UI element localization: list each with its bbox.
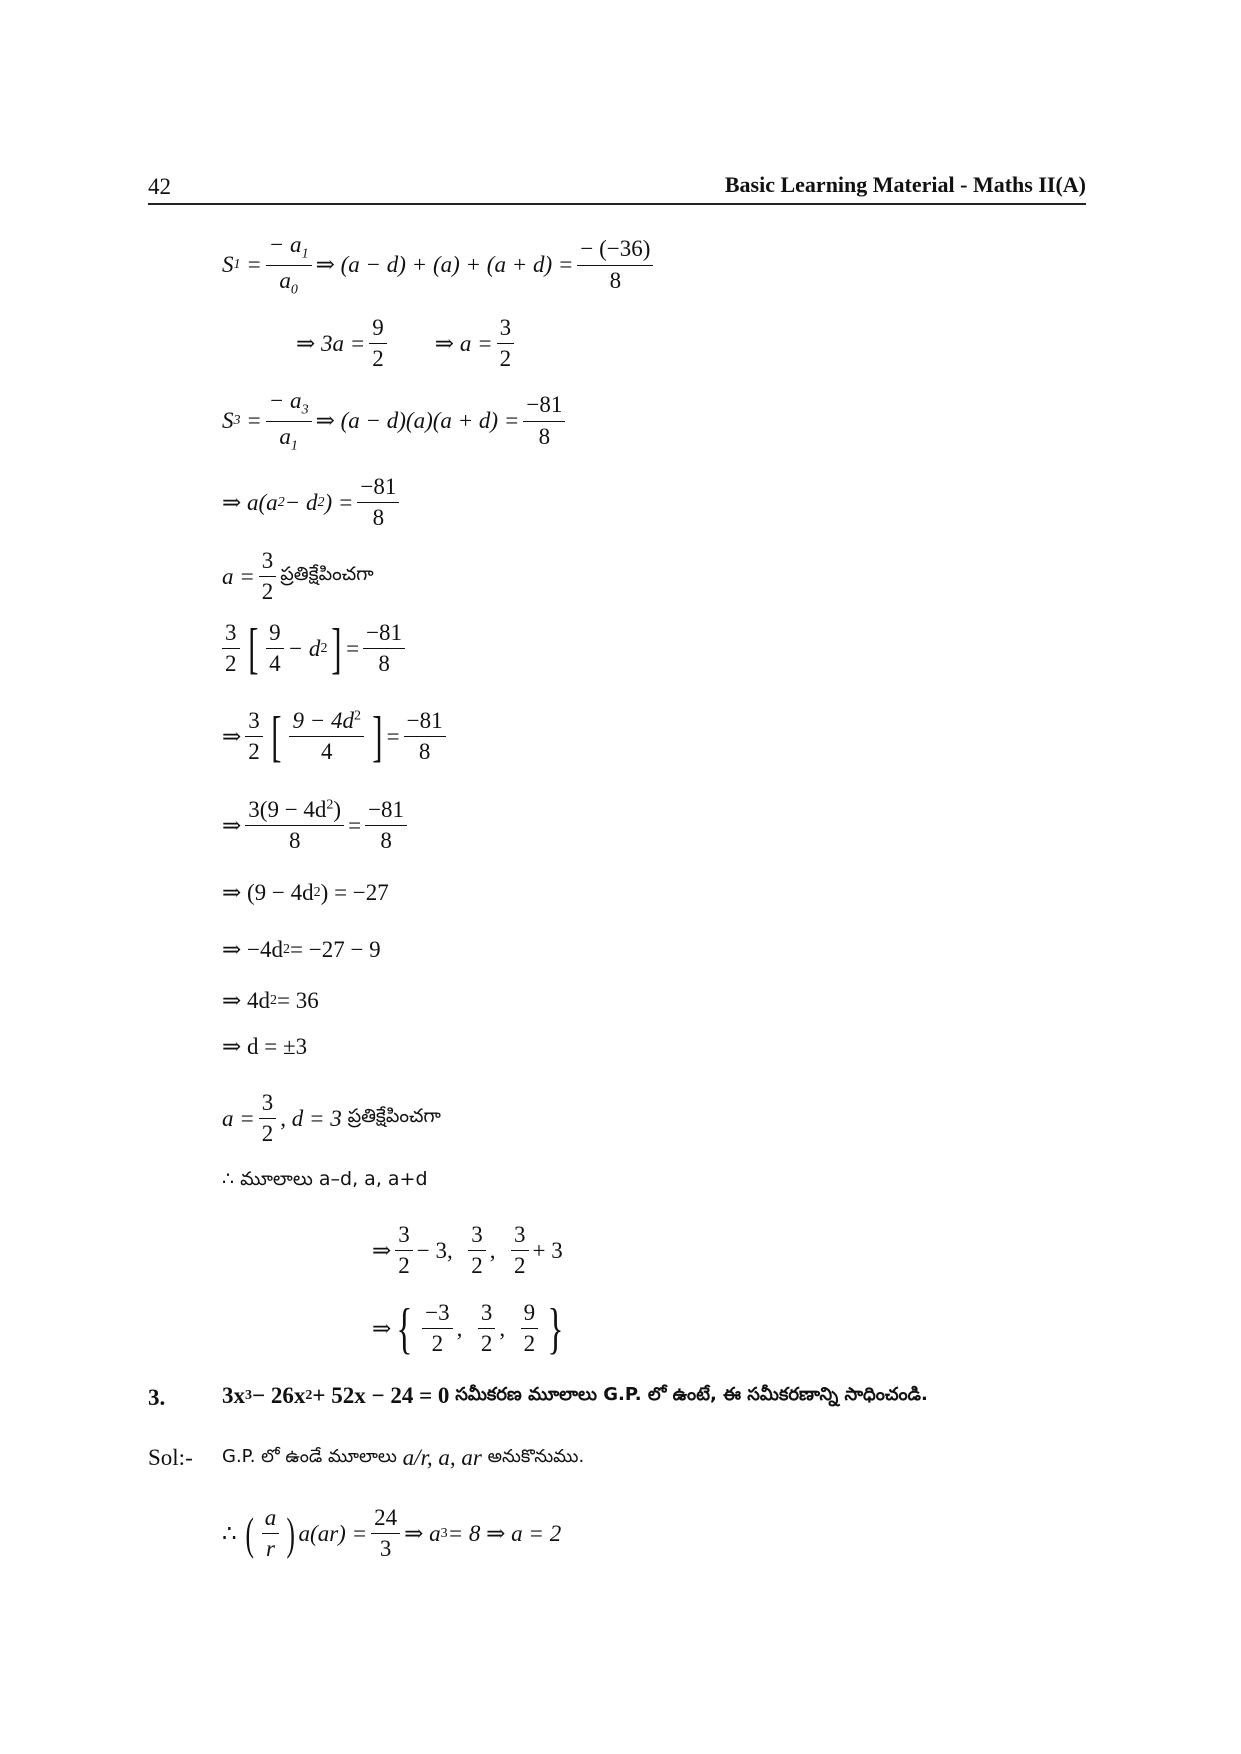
eq-minus-4d2: ⇒ −4d 2 = −27 − 9: [222, 937, 381, 962]
eq-fraction-3: ⇒ $\frac{3(9 - 4d^2)}{8}$ = $\frac{-81}{8}$: [222, 797, 411, 855]
eq-s1: S 1 = − $a_1$ $a_0$ ⇒ (a − d) + (a) + (a + d) = $\frac{- (-36)}{8}$: [222, 232, 657, 298]
eq-3a: ⇒ 3a = $\frac{9}{2}$ ⇒ a = $\frac{3}{2}$: [296, 315, 518, 373]
question-text: 3x 3 − 26x 2 + 52x − 24 = 0 సమీకరణ మూలాలు G.P. లో ఉంటే, ఈ సమీకరణాన్ని సాధించండి.: [222, 1383, 928, 1408]
solution-intro: G.P. లో ఉండే మూలాలు a/r, a, ar అనుకొనుము.: [222, 1445, 585, 1470]
eq-substitute-a: a = $\frac{3}{2}$ ప్రతిక్షేపించగా: [222, 548, 374, 605]
eq-s3: S 3 = − $a_3$ $a_1$ ⇒ (a − d)(a)(a + d) = $\frac{-81}{8}$: [222, 388, 569, 454]
eq-4d2-36: ⇒ 4d 2 = 36: [222, 988, 319, 1013]
header-rule: [148, 203, 1086, 205]
eq-a-a2-d2: ⇒ a(a 2 − d 2 ) = $\frac{-81}{8}$: [222, 474, 403, 532]
page-number: 42: [148, 174, 171, 199]
eq-bracket-1: 3 2 [ 9 4 − d 2 ] = $\frac{-81}{8}$: [222, 620, 409, 678]
solution-product: ∴ ( a r ) a(ar) = $\frac{24}{3}$ ⇒ a 3 = 8 ⇒ a = 2: [222, 1505, 562, 1562]
eq-roots-expanded: ⇒ 3 2 − 3, 3 2 , 3 2 + 3: [372, 1222, 563, 1279]
question-number: 3.: [148, 1385, 166, 1410]
eq-bracket-2: ⇒ 3 2 [ $9 - 4d^2$ 4 ] = $\frac{-81}{8}$: [222, 708, 450, 766]
eq-d-pm3: ⇒ d = ±3: [222, 1034, 308, 1059]
solution-label: Sol:-: [148, 1445, 193, 1470]
eq-minus-27: ⇒ (9 − 4d 2 ) = −27: [222, 880, 389, 905]
header-title: Basic Learning Material - Maths II(A): [724, 172, 1086, 197]
eq-substitute-a-d: a = $\frac{3}{2}$ , d = 3 ప్రతిక్షేపించగా: [222, 1090, 441, 1147]
eq-roots-set: ⇒ { −3 2 , 3 2 , 9 2 }: [372, 1297, 564, 1360]
roots-statement: ∴ మూలాలు a–d, a, a+d: [222, 1168, 428, 1190]
